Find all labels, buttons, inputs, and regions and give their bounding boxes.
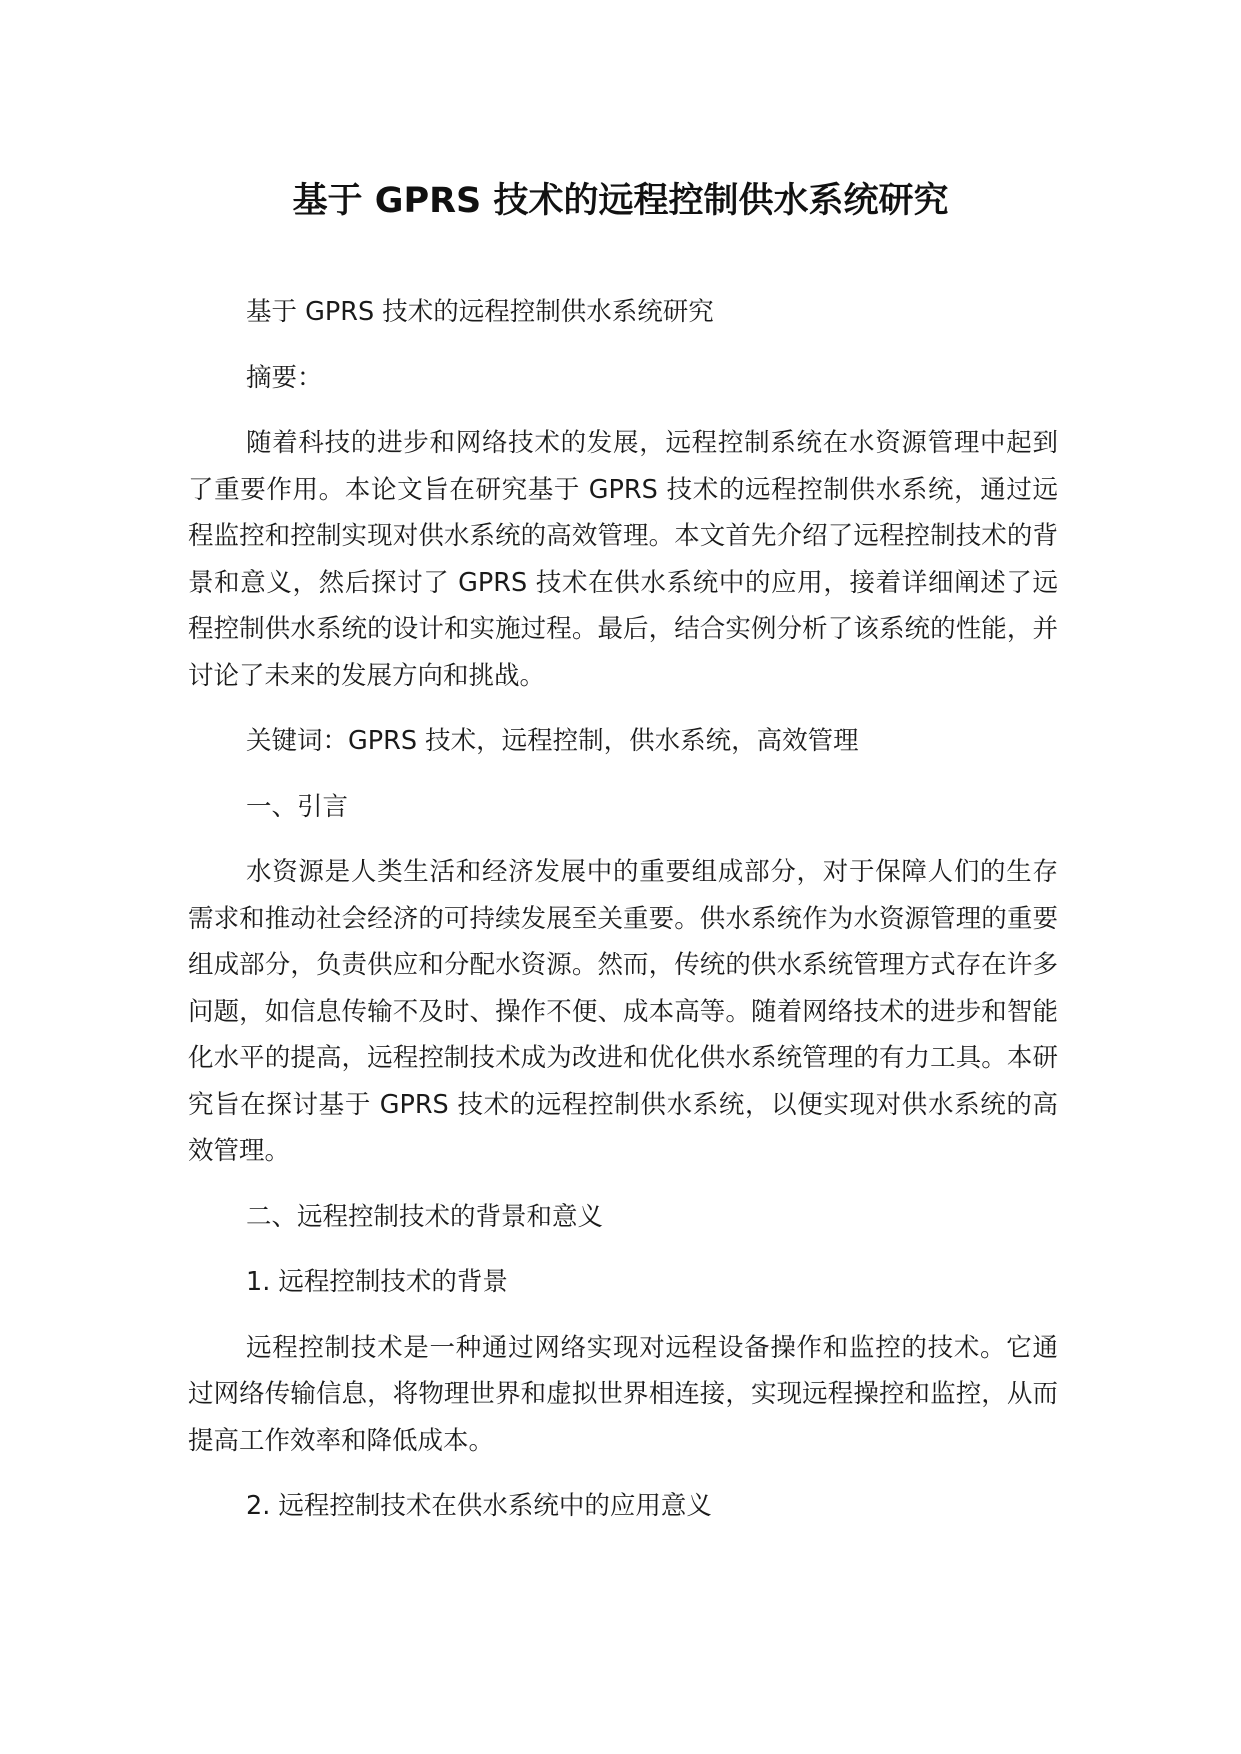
abstract-heading: 摘要： [246,362,323,393]
subsection-heading-1: 1. 远程控制技术的背景 [246,1267,508,1297]
paper-title-line: 基于 GPRS 技术的远程控制供水系统研究 [246,297,714,327]
section-heading-introduction: 一、引言 [246,791,349,822]
abstract-paragraph: 随着科技的进步和网络技术的发展，远程控制系统在水资源管理中起到了重要作用。本论文旨在研究基于 GPRS 技术的远程控制供水系统，通过远程监控和控制实现对供水系统的高效管理。本文首先介绍了远程控制技术的背景和意义，然后探讨了 GPRS 技术在供水系统中的应用，接着详细阐述了远程控制供水系统的设计和实施过程。最后，结合实例分析了该系统的性能，并讨论了未来的发展方向和挑战。 [188,428,1058,691]
introduction-paragraph: 水资源是人类生活和经济发展中的重要组成部分，对于保障人们的生存需求和推动社会经济的可持续发展至关重要。供水系统作为水资源管理的重要组成部分，负责供应和分配水资源。然而，传统的供水系统管理方式存在许多问题，如信息传输不及时、操作不便、成本高等。随着网络技术的进步和智能化水平的提高，远程控制技术成为改进和优化供水系统管理的有力工具。本研究旨在探讨基于 GPRS 技术的远程控制供水系统，以便实现对供水系统的高效管理。 [188,857,1058,1166]
background-paragraph: 远程控制技术是一种通过网络实现对远程设备操作和监控的技术。它通过网络传输信息，将物理世界和虚拟世界相连接，实现远程操控和监控，从而提高工作效率和降低成本。 [188,1332,1058,1456]
keywords-line: 关键词：GPRS 技术，远程控制，供水系统，高效管理 [246,726,859,756]
subsection-heading-2: 2. 远程控制技术在供水系统中的应用意义 [246,1491,712,1521]
document-title: 基于 GPRS 技术的远程控制供水系统研究 [292,181,949,221]
section-heading-background: 二、远程控制技术的背景和意义 [246,1201,604,1232]
document-body [188,289,1058,1549]
